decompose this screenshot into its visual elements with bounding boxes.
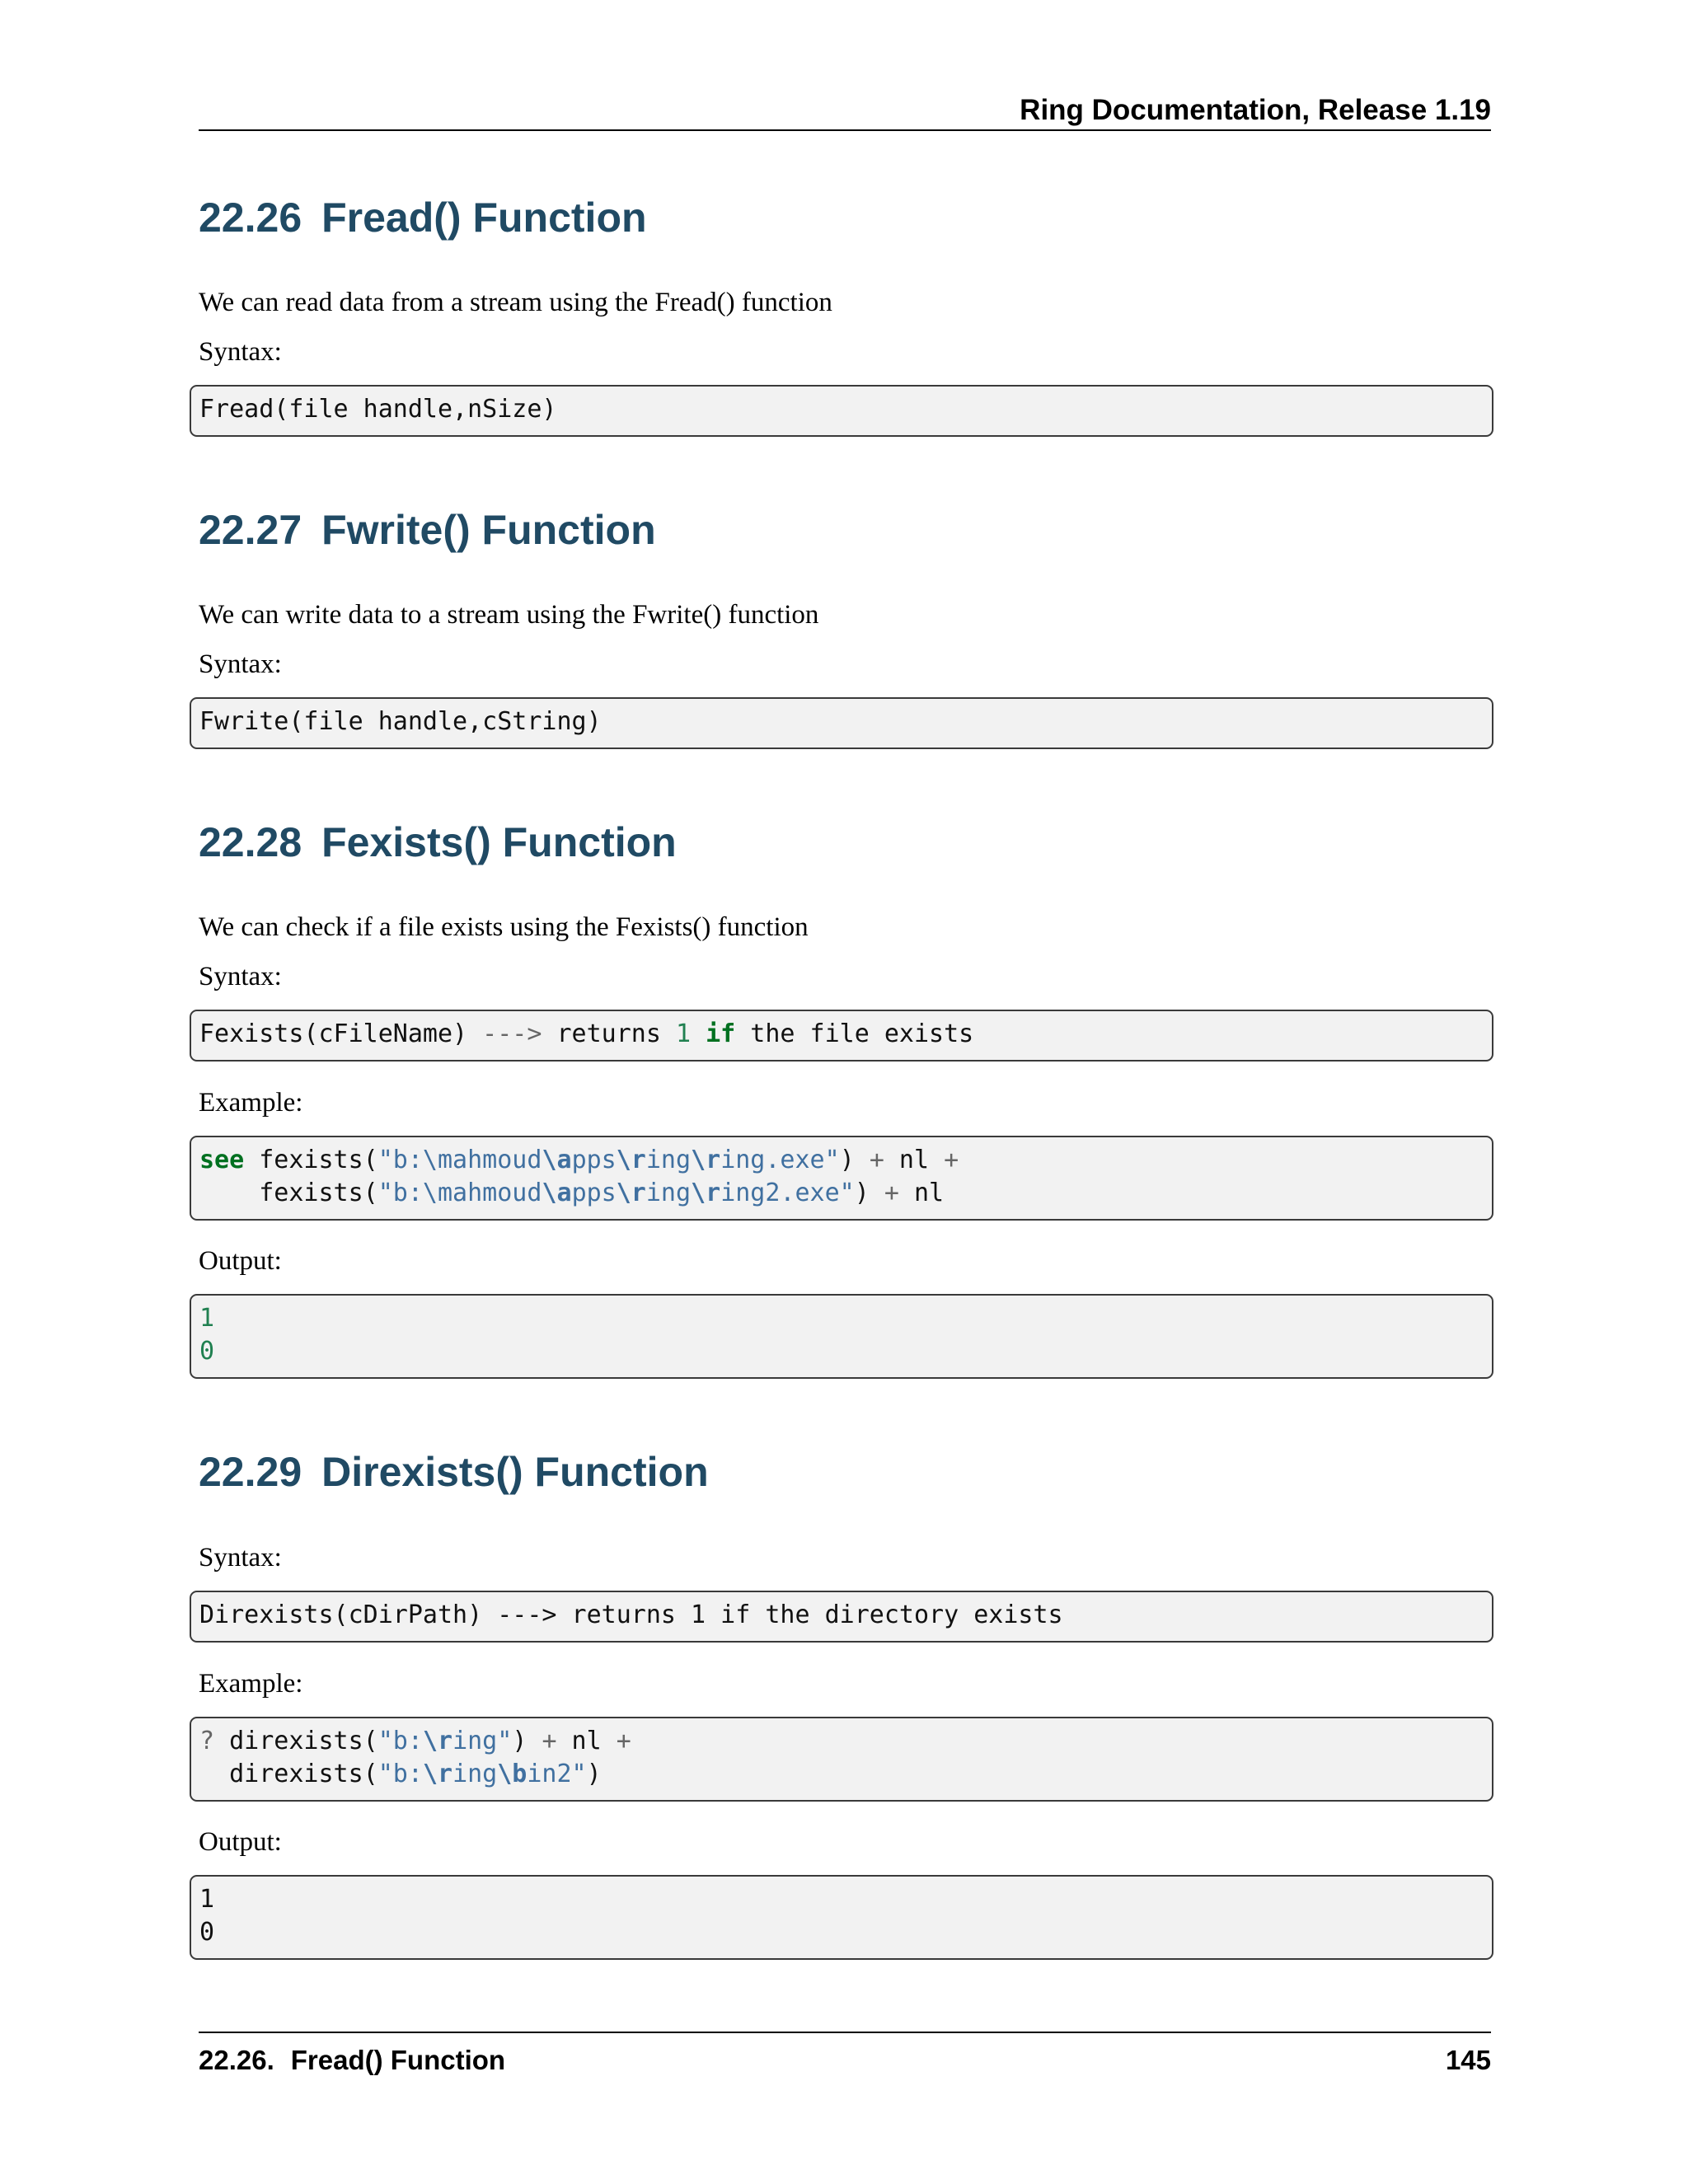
code-token: ing.exe" [720, 1146, 840, 1174]
section-heading-fexists: 22.28 Fexists() Function [199, 819, 677, 865]
code-token: 1 [675, 1019, 692, 1048]
code-token: \a [542, 1179, 572, 1207]
code-token: "b: [377, 1727, 423, 1755]
section-heading-direxists: 22.29 Direxists() Function [199, 1449, 709, 1495]
code-token: nl [556, 1727, 617, 1755]
code-block-example [190, 1136, 1493, 1221]
footer-section-title: 22.26. Fread() Function [199, 2045, 506, 2075]
code-token: "b:\mahmoud [377, 1146, 542, 1174]
code-token: + [884, 1179, 899, 1207]
code-block-syntax [190, 1010, 1493, 1062]
code-token: \r [691, 1146, 721, 1174]
syntax-label: Syntax: [199, 649, 282, 679]
code-token: \b [497, 1760, 528, 1788]
code-token: ) [839, 1146, 870, 1174]
code-token: + [869, 1146, 884, 1174]
header-rule [199, 129, 1491, 131]
code-token: \r [422, 1760, 453, 1788]
code-token: nl [884, 1146, 945, 1174]
output-label: Output: [199, 1827, 282, 1857]
code-token: \r [616, 1146, 646, 1174]
code-token: \r [422, 1727, 453, 1755]
code-token: direxists( [214, 1727, 378, 1755]
code-token: ing [645, 1179, 692, 1207]
code-token: direxists( [199, 1760, 378, 1788]
syntax-label: Syntax: [199, 962, 282, 991]
footer-rule [199, 2032, 1491, 2033]
code-token: 0 [199, 1337, 215, 1366]
section-intro: We can write data to a stream using the Fwrite() function [199, 600, 819, 630]
section-intro: We can check if a file exists using the Fexists() function [199, 912, 809, 942]
code-token: in2" [527, 1760, 587, 1788]
code-token: + [542, 1727, 557, 1755]
page-number: 145 [1445, 2045, 1491, 2075]
code-token: ing [452, 1760, 498, 1788]
section-heading-fread: 22.26 Fread() Function [199, 194, 647, 241]
output-label: Output: [199, 1246, 282, 1276]
code-token: Fexists(cFileName) [199, 1019, 483, 1048]
code-block-syntax: Direxists(cDirPath) ---> returns 1 if the directory exists [190, 1591, 1493, 1643]
code-token: ) [586, 1760, 602, 1788]
code-token: pps [571, 1179, 617, 1207]
code-token [691, 1019, 706, 1048]
example-label: Example: [199, 1088, 303, 1118]
code-block-syntax: Fwrite(file handle,cString) [190, 697, 1493, 749]
example-label: Example: [199, 1669, 303, 1699]
code-token: returns [542, 1019, 676, 1048]
running-header: Ring Documentation, Release 1.19 [1020, 94, 1491, 126]
syntax-label: Syntax: [199, 1543, 282, 1572]
code-token: fexists( [244, 1146, 378, 1174]
code-block-example [190, 1717, 1493, 1802]
code-token: pps [571, 1146, 617, 1174]
code-token: ing2.exe" [720, 1179, 855, 1207]
code-token: \r [691, 1179, 721, 1207]
code-token: nl [898, 1179, 945, 1207]
code-token: \a [542, 1146, 572, 1174]
code-block-output [190, 1294, 1493, 1379]
code-block-output: 1 0 [190, 1875, 1493, 1960]
code-token: ? [199, 1727, 215, 1755]
code-token: the file exists [735, 1019, 974, 1048]
code-token: ---> [482, 1019, 542, 1048]
code-token: + [944, 1146, 959, 1174]
code-token: if [706, 1019, 736, 1048]
section-heading-fwrite: 22.27 Fwrite() Function [199, 507, 656, 553]
code-token: "b: [377, 1760, 423, 1788]
code-token: ing" [452, 1727, 513, 1755]
code-token: ) [854, 1179, 884, 1207]
code-token: see [199, 1146, 245, 1174]
code-token: "b:\mahmoud [377, 1179, 542, 1207]
code-token: fexists( [199, 1179, 378, 1207]
code-token: ) [512, 1727, 542, 1755]
section-intro: We can read data from a stream using the Fread() function [199, 288, 832, 317]
code-block-syntax: Fread(file handle,nSize) [190, 385, 1493, 437]
syntax-label: Syntax: [199, 337, 282, 367]
code-token: 1 [199, 1304, 215, 1333]
code-token: \r [616, 1179, 646, 1207]
code-token: ing [645, 1146, 692, 1174]
code-token: + [616, 1727, 631, 1755]
